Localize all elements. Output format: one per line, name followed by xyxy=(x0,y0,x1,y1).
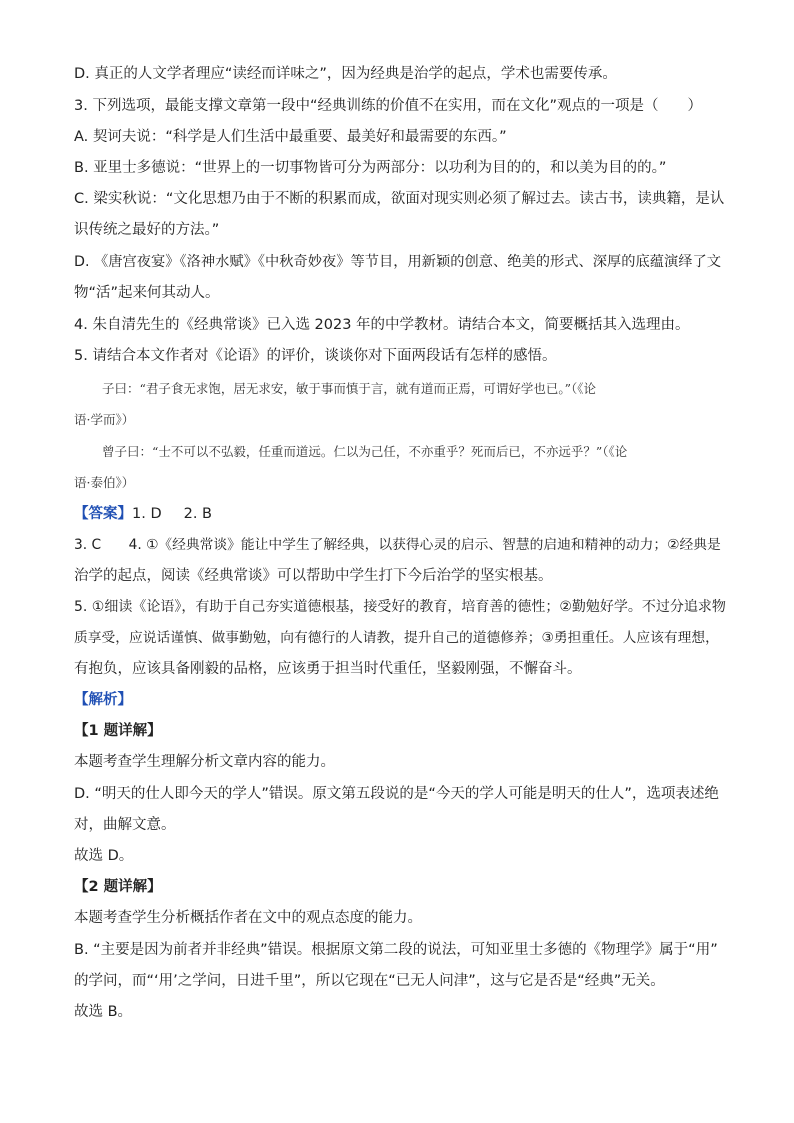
quote-2-line1: 曾子曰：“士不可以不弘毅，任重而道远。仁以为己任，不亦重乎？死而后已，不亦远乎？”（《论 xyxy=(102,444,628,459)
answer-line: 质享受，应说话谨慎、做事勤勉，向有德行的人请教，提升自己的道德修养；③勇担重任。人应该有理想， xyxy=(74,630,719,646)
option-d-q2: D. 真正的人文学者理应“读经而详味之”，因为经典是治学的起点，学术也需要传承。 xyxy=(74,66,617,82)
detail-1-title: 【1 题详解】 xyxy=(74,723,162,739)
detail-2-line: B. “主要是因为前者并非经典”错误。根据原文第二段的说法，可知亚里士多德的《物理学》属于“用” xyxy=(74,942,718,958)
answer-row xyxy=(74,504,212,524)
option-a: A. 契诃夫说：“科学是人们生活中最重要、最美好和最需要的东西。” xyxy=(74,129,507,145)
detail-1-line: 本题考查学生理解分析文章内容的能力。 xyxy=(74,754,335,770)
detail-1-line: 对，曲解文意。 xyxy=(74,817,176,833)
detail-1-line: D. “明天的仕人即今天的学人”错误。原文第五段说的是“今天的学人可能是明天的仕人”，选项表述绝 xyxy=(74,786,719,802)
quote-1-line2: 语·学而》） xyxy=(74,412,135,427)
detail-2-line: 本题考查学生分析概括作者在文中的观点态度的能力。 xyxy=(74,910,422,926)
detail-2-line: 的学问，而“‘用’之学问，日进千里”，所以它现在“已无人问津”，这与它是否是“经典”无关。 xyxy=(74,973,665,989)
analysis-tag: 【解析】 xyxy=(74,692,132,708)
answer-line: 治学的起点，阅读《经典常谈》可以帮助中学生打下今后治学的坚实根基。 xyxy=(74,568,553,584)
option-c-line2: 识传统之最好的方法。” xyxy=(74,222,220,238)
answer-line: 有抱负，应该具备刚毅的品格，应该勇于担当时代重任，坚毅刚强，不懈奋斗。 xyxy=(74,661,582,677)
question-3: 3. 下列选项，最能支撑文章第一段中“经典训练的价值不在实用，而在文化”观点的一项是（ ） xyxy=(74,98,702,114)
option-d-line1: D. 《唐宫夜宴》《洛神水赋》《中秋奇妙夜》等节目，用新颖的创意、绝美的形式、深厚的底蕴演绎了文 xyxy=(74,254,722,270)
answer-1: 1. D xyxy=(132,506,162,522)
answer-line: 5. ①细读《论语》，有助于自己夯实道德根基，接受好的教育，培育善的德性；②勤勉好学。不过分追求物 xyxy=(74,599,726,615)
question-4: 4. 朱自清先生的《经典常谈》已入选 2023 年的中学教材。请结合本文，简要概括其入选理由。 xyxy=(74,317,690,333)
detail-2-title: 【2 题详解】 xyxy=(74,879,162,895)
detail-1-line: 故选 D。 xyxy=(74,848,134,864)
answer-tag: 【答案】 xyxy=(74,506,132,522)
question-5: 5. 请结合本文作者对《论语》的评价，谈谈你对下面两段话有怎样的感悟。 xyxy=(74,348,557,364)
option-c-line1: C. 梁实秋说：“文化思想乃由于不断的积累而成，欲面对现实则必须了解过去。读古书，读典籍，是认 xyxy=(74,191,725,207)
detail-2-line: 故选 B。 xyxy=(74,1004,133,1020)
quote-1-line1: 子曰：“君子食无求饱，居无求安，敏于事而慎于言，就有道而正焉，可谓好学也已。”（《论 xyxy=(102,381,597,396)
answer-line: 3. C 4. ①《经典常谈》能让中学生了解经典，以获得心灵的启示、智慧的启迪和精神的动力；②经典是 xyxy=(74,537,721,553)
answer-2: 2. B xyxy=(183,506,213,522)
quote-2-line2: 语·泰伯》） xyxy=(74,475,135,490)
option-d-line2: 物“活”起来何其动人。 xyxy=(74,285,220,301)
option-b: B. 亚里士多德说：“世界上的一切事物皆可分为两部分：以功利为目的的，和以美为目的的。” xyxy=(74,160,667,176)
